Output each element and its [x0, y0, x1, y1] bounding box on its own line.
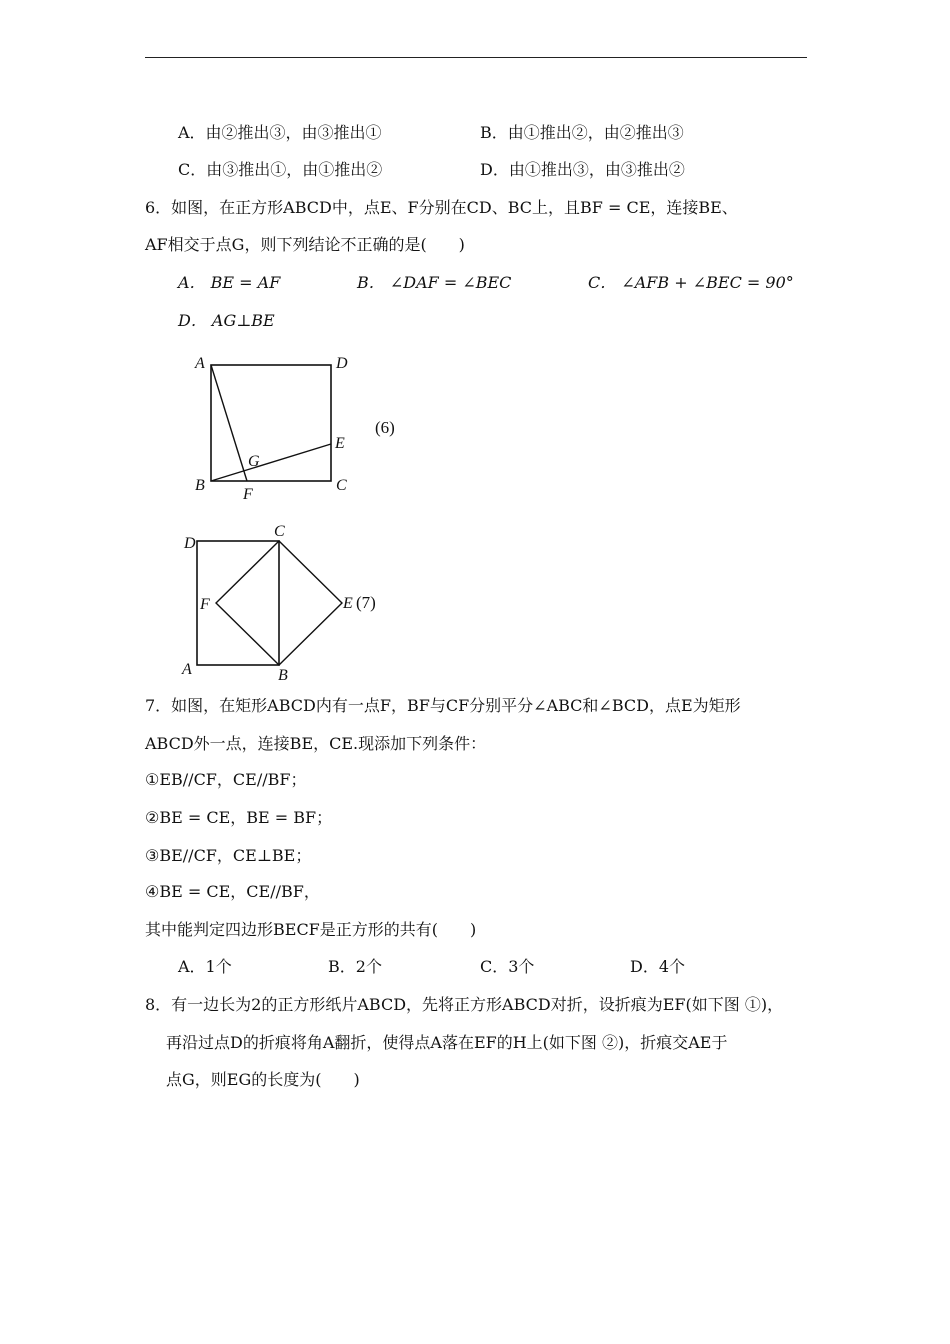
q6-option-d[interactable]: D． AG⊥BE [178, 311, 275, 330]
header-rule [145, 57, 807, 58]
segment-be [211, 444, 331, 481]
q7-condition-4: ④BE = CE，CE//BF， [145, 882, 320, 901]
q7-condition-3: ③BE//CF，CE⊥BE； [145, 846, 312, 865]
q7-condition-2: ②BE = CE，BE = BF； [145, 808, 333, 827]
q7-option-d[interactable]: D．4个 [630, 957, 686, 976]
q7-figure [175, 520, 390, 685]
q7-option-b[interactable]: B．2个 [328, 957, 382, 976]
q5-option-d[interactable]: D．由①推出③，由③推出② [480, 160, 685, 179]
q7-option-c[interactable]: C．3个 [480, 957, 535, 976]
label-f: F [200, 596, 210, 613]
q5-option-b[interactable]: B．由①推出②，由②推出③ [480, 123, 684, 142]
segment-af [211, 365, 247, 481]
figure-6-caption: (6) [375, 418, 395, 437]
label-d: D [184, 535, 196, 552]
q7-question: 其中能判定四边形BECF是正方形的共有( ) [145, 920, 477, 939]
label-a: A [195, 355, 205, 372]
q6-figure [185, 345, 415, 510]
q7-option-a[interactable]: A．1个 [178, 957, 232, 976]
label-g: G [248, 453, 260, 470]
q6-stem-line1: 6．如图，在正方形ABCD中，点E、F分别在CD、BC上，且BF = CE，连接BE、 [145, 198, 738, 217]
label-b: B [195, 477, 205, 494]
label-e: E [343, 595, 353, 612]
q6-option-b[interactable]: B． ∠DAF = ∠BEC [357, 273, 512, 292]
q8-stem-line1: 8．有一边长为2的正方形纸片ABCD，先将正方形ABCD对折，设折痕为EF(如下图 ①)， [145, 995, 784, 1014]
q5-option-a[interactable]: A．由②推出③，由③推出① [178, 123, 382, 142]
label-f: F [243, 486, 253, 503]
q5-option-c[interactable]: C．由③推出①，由①推出② [178, 160, 383, 179]
q7-condition-1: ①EB//CF，CE//BF； [145, 770, 307, 789]
q8-stem-line2: 再沿过点D的折痕将角A翻折，使得点A落在EF的H上(如下图 ②)，折痕交AE于 [166, 1033, 728, 1052]
q7-stem-line1: 7．如图，在矩形ABCD内有一点F，BF与CF分别平分∠ABC和∠BCD，点E为矩形 [145, 696, 741, 715]
label-b: B [278, 667, 288, 684]
q6-option-c[interactable]: C． ∠AFB + ∠BEC = 90° [588, 273, 794, 292]
figure-7-caption: (7) [356, 593, 376, 612]
q6-stem-line2: AF相交于点G，则下列结论不正确的是( ) [145, 235, 465, 254]
label-e: E [335, 435, 345, 452]
q7-stem-line2: ABCD外一点，连接BE，CE.现添加下列条件： [145, 734, 487, 753]
label-d: D [336, 355, 348, 372]
q8-stem-line3: 点G，则EG的长度为( ) [166, 1070, 360, 1089]
label-c: C [274, 523, 285, 540]
q6-option-a[interactable]: A． BE = AF [178, 273, 281, 292]
label-c: C [336, 477, 347, 494]
label-a: A [182, 661, 192, 678]
